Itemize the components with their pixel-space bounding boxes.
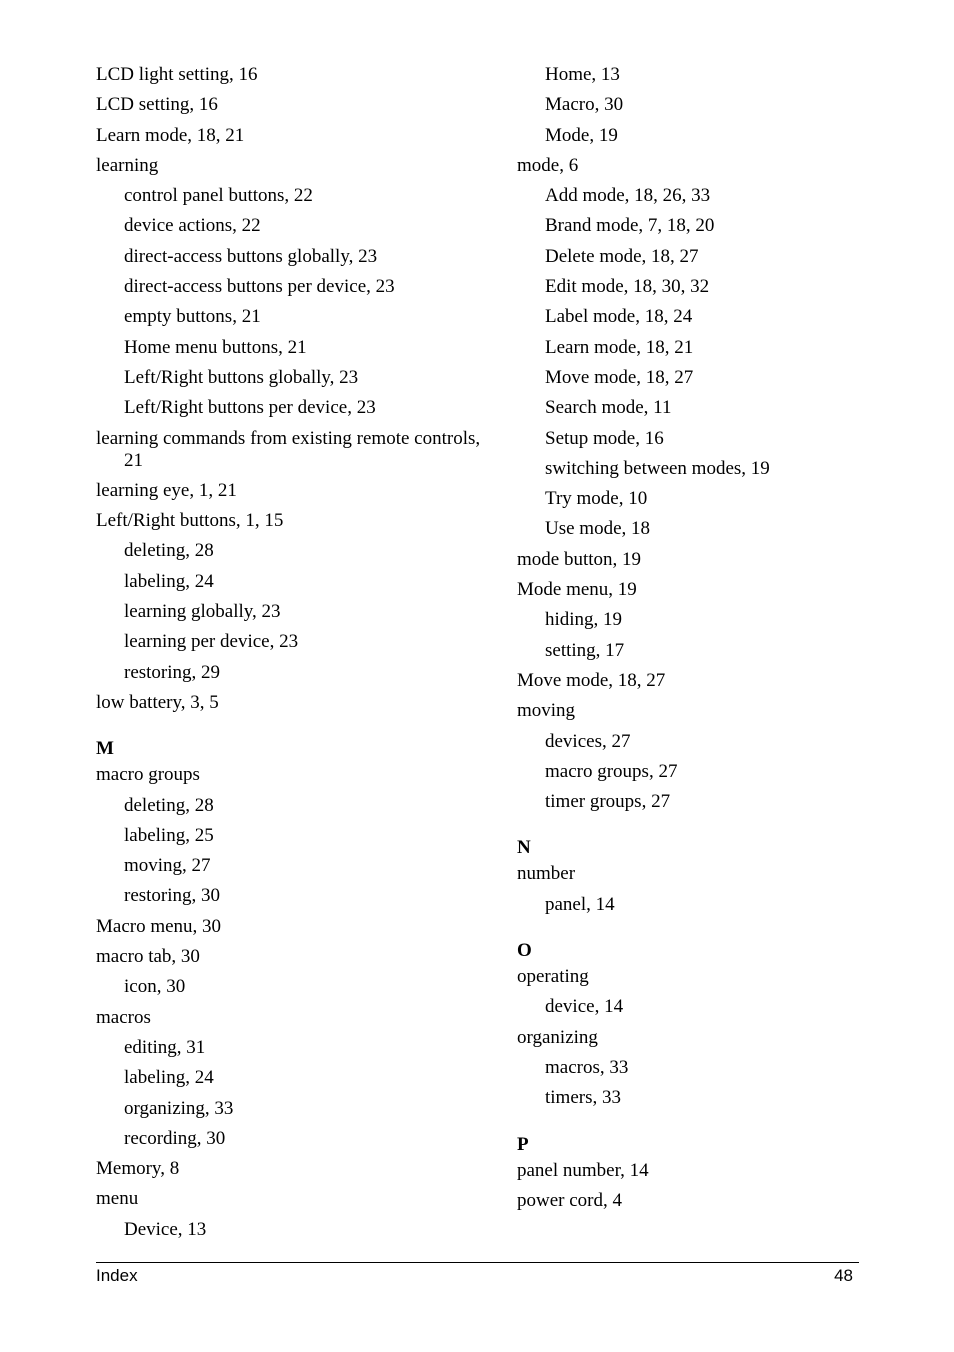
index-entry: Macro menu, 30	[96, 915, 222, 937]
index-subentry: Mode, 19	[545, 124, 618, 146]
index-entry: Memory, 8	[96, 1158, 180, 1180]
index-subentry: switching between modes, 19	[545, 457, 770, 479]
index-subentry: Home, 13	[545, 64, 620, 85]
index-subentry: deleting, 28	[124, 794, 214, 816]
index-subentry: labeling, 24	[124, 1067, 214, 1089]
index-entry: low battery, 3, 5	[96, 691, 219, 713]
index-subentry: timers, 33	[545, 1087, 621, 1109]
index-entry: mode, 6	[517, 154, 579, 176]
footer-section-label: Index	[96, 1266, 138, 1285]
index-subentry: Macro, 30	[545, 94, 624, 116]
index-subentry: Left/Right buttons per device, 23	[124, 397, 376, 419]
index-subentry: learning globally, 23	[124, 601, 281, 623]
index-subentry: moving, 27	[124, 855, 211, 877]
index-subentry: labeling, 25	[124, 824, 214, 846]
index-subentry: Left/Right buttons globally, 23	[124, 366, 359, 388]
index-subentry: Move mode, 18, 27	[545, 366, 694, 388]
footer-page-number: 48	[834, 1266, 853, 1285]
index-subentry: control panel buttons, 22	[124, 185, 313, 207]
index-subentry: editing, 31	[124, 1036, 206, 1058]
index-entry: learning eye, 1, 21	[96, 479, 237, 501]
index-subentry: Device, 13	[124, 1218, 207, 1240]
index-subentry: Setup mode, 16	[545, 427, 664, 449]
index-subentry: learning per device, 23	[124, 631, 299, 653]
index-subentry: direct-access buttons globally, 23	[124, 245, 378, 267]
index-entry: Left/Right buttons, 1, 15	[96, 510, 284, 532]
index-entry: panel number, 14	[517, 1159, 649, 1181]
index-subentry: direct-access buttons per device, 23	[124, 276, 395, 298]
index-entry: moving	[517, 700, 576, 722]
index-subentry: timer groups, 27	[545, 791, 671, 813]
index-entry: operating	[517, 966, 589, 988]
index-subentry: Search mode, 11	[545, 397, 672, 419]
index-subentry: Edit mode, 18, 30, 32	[545, 276, 710, 298]
index-entry: LCD light setting, 16	[96, 64, 258, 85]
index-subentry: restoring, 30	[124, 885, 221, 907]
index-entry: power cord, 4	[517, 1189, 622, 1211]
index-subentry: Use mode, 18	[545, 518, 651, 540]
index-entry: learning commands from existing remote controls, 21	[96, 427, 481, 471]
index-subentry: Label mode, 18, 24	[545, 306, 693, 328]
index-subentry: macros, 33	[545, 1056, 629, 1078]
index-entry: number	[517, 863, 576, 885]
index-subentry: setting, 17	[545, 639, 625, 661]
index-subentry: Try mode, 10	[545, 488, 648, 510]
index-entry: organizing	[517, 1026, 598, 1048]
index-subentry: Learn mode, 18, 21	[545, 336, 694, 358]
index-subentry: devices, 27	[545, 730, 631, 752]
index-entry: learning	[96, 154, 159, 176]
index-subentry: device, 14	[545, 996, 624, 1018]
index-subentry: labeling, 24	[124, 570, 214, 592]
index-subentry: device actions, 22	[124, 215, 261, 237]
index-subentry: Delete mode, 18, 27	[545, 245, 699, 267]
index-subentry: panel, 14	[545, 893, 615, 915]
index-entry: mode button, 19	[517, 548, 642, 570]
index-entry: macro groups	[96, 764, 200, 786]
index-subentry: Home menu buttons, 21	[124, 336, 307, 358]
index-subentry: Brand mode, 7, 18, 20	[545, 215, 715, 237]
index-subentry: organizing, 33	[124, 1097, 234, 1119]
index-entry: menu	[96, 1188, 139, 1210]
index-subentry: hiding, 19	[545, 609, 623, 631]
index-entry: Move mode, 18, 27	[517, 669, 666, 691]
index-letter-heading: N	[517, 837, 531, 859]
index-entry: macros	[96, 1006, 151, 1028]
index-subentry: recording, 30	[124, 1127, 226, 1149]
footer-divider	[96, 1262, 859, 1263]
index-column-right	[517, 60, 897, 1216]
index-letter-heading: M	[96, 738, 114, 760]
index-entry: Learn mode, 18, 21	[96, 124, 245, 146]
index-subentry: icon, 30	[124, 976, 186, 998]
index-column-left	[96, 60, 496, 1245]
index-subentry: deleting, 28	[124, 540, 214, 562]
index-subentry: restoring, 29	[124, 661, 221, 683]
index-subentry: Add mode, 18, 26, 33	[545, 185, 711, 207]
index-entry: macro tab, 30	[96, 946, 200, 968]
index-subentry: macro groups, 27	[545, 760, 678, 782]
index-subentry: empty buttons, 21	[124, 306, 261, 328]
index-letter-heading: O	[517, 940, 532, 962]
index-entry: LCD setting, 16	[96, 94, 218, 116]
index-entry: Mode menu, 19	[517, 579, 637, 601]
index-letter-heading: P	[517, 1133, 529, 1155]
